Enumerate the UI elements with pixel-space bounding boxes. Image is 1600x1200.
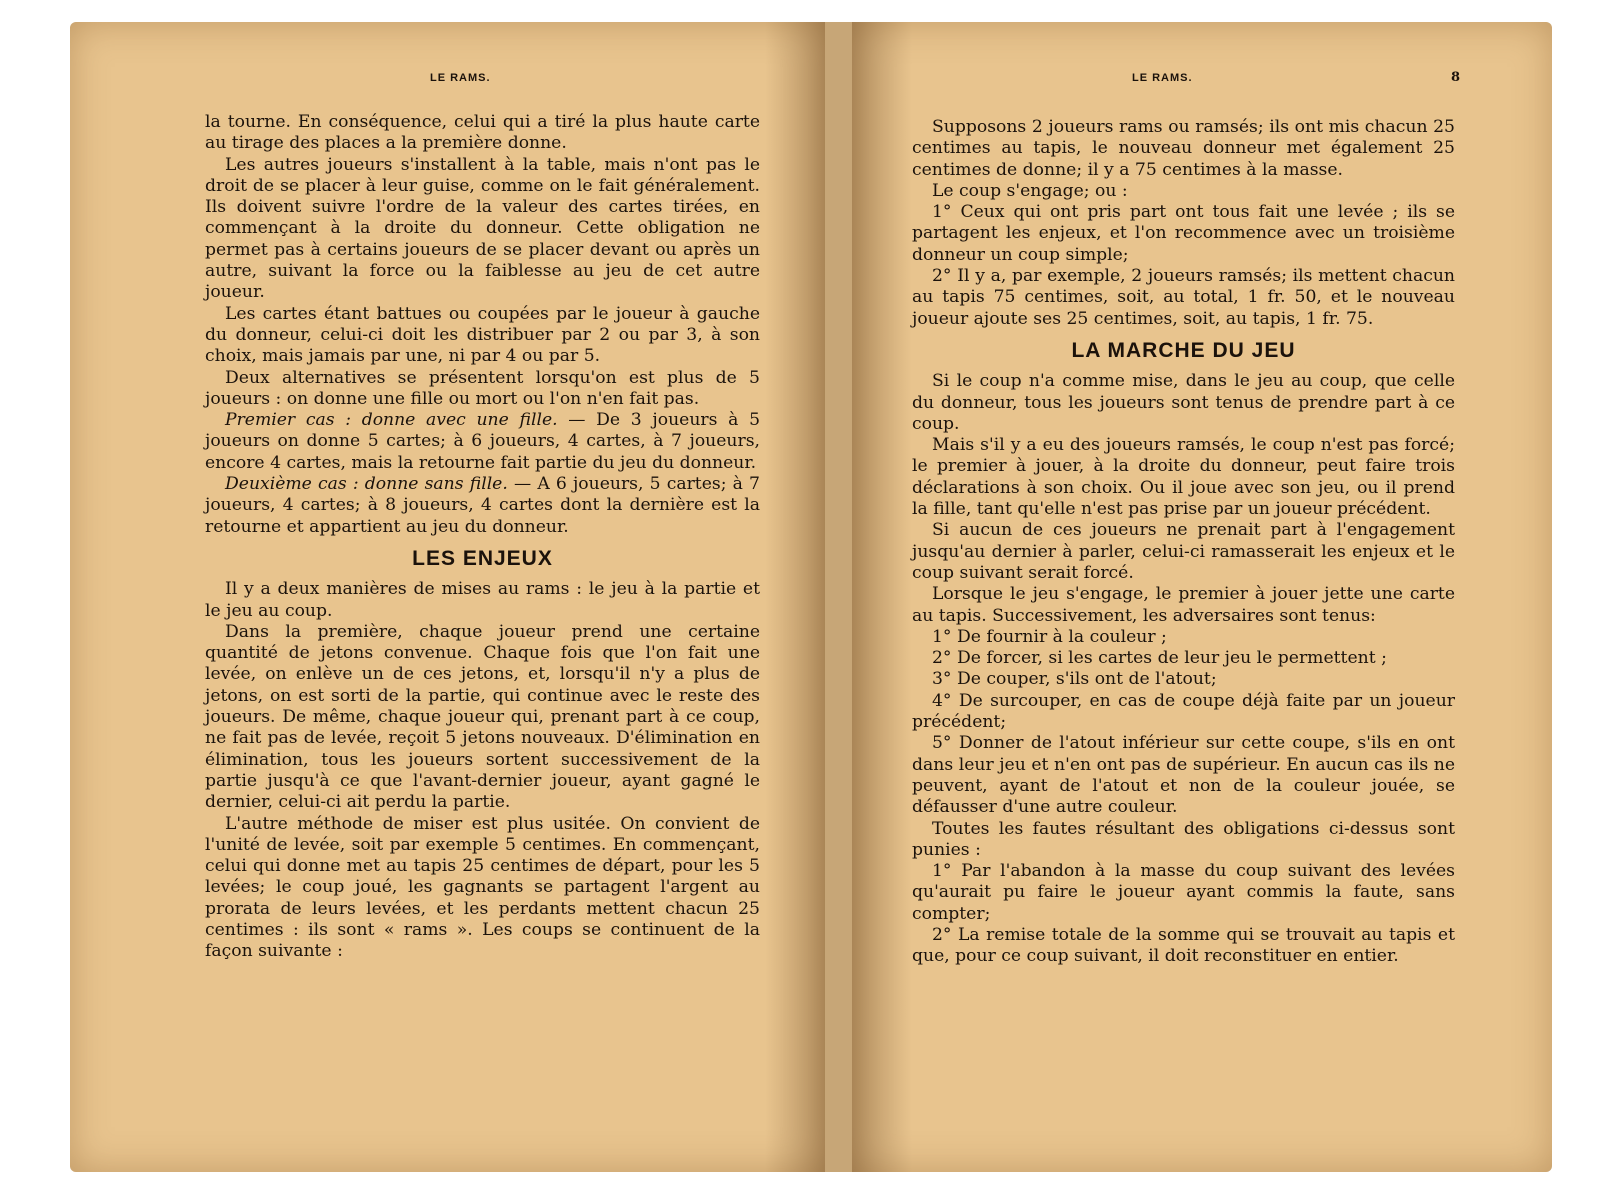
left-page-text [205, 112, 760, 963]
paragraph: Les autres joueurs s'installent à la table, mais n'ont pas le droit de se placer à leur guise, comme on le fait généralement. Ils doivent suivre l'ordre de la valeur des cartes tirées, en commençant à la droite du donneur. Cette obligation ne permet pas à certains joueurs de se placer devant ou après un autre, suivant la force ou la faiblesse au jeu de cet autre joueur. [205, 154, 760, 303]
paragraph: 2° De forcer, si les cartes de leur jeu le permettent ; [932, 648, 1387, 669]
paragraph: 4° De surcouper, en cas de coupe déjà faite par un joueur précédent; [912, 690, 1455, 733]
running-head: LE RAMS. [430, 72, 491, 84]
section-heading: LA MARCHE DU JEU [1071, 338, 1296, 362]
paragraph-group [912, 117, 1455, 330]
case-text: — De 3 joueurs à 5 joueurs on donne 5 cartes; à 6 joueurs, 4 cartes, à 7 joueurs, encore 4 cartes, mais la retourne fait partie du jeu du donneur. [205, 410, 760, 473]
left-page [70, 22, 825, 1172]
paragraph: Mais s'il y a eu des joueurs ramsés, le coup n'est pas forcé; le premier à jouer, à la droite du donneur, peut faire trois déclarations à son choix. Ou il joue avec son jeu, ou il prend la fille, tant qu'elle n'est pas prise par un joueur précédent. [912, 435, 1455, 520]
paragraph: Lorsque le jeu s'engage, le premier à jouer jette une carte au tapis. Successivement, les adversaires sont tenus: [912, 584, 1455, 626]
paragraph: L'autre méthode de miser est plus usitée. On convient de l'unité de levée, soit par exemple 5 centimes. En commençant, celui qui donne met au tapis 25 centimes de départ, pour les 5 levées; le coup joué, les gagnants se partagent l'argent au prorata de leurs levées, et les perdants mettent chacun 25 centimes : ils sont « rams ». Les coups se continuent de la façon suivante : [205, 813, 760, 962]
paragraph: Les cartes étant battues ou coupées par le joueur à gauche du donneur, celui-ci doit les distribuer par 2 ou par 3, à son choix, mais jamais par une, ni par 4 ou par 5. [205, 303, 760, 367]
paragraph: 1° De fournir à la couleur ; [932, 626, 1167, 647]
right-page-text [912, 117, 1455, 968]
paragraph: Toutes les fautes résultant des obligations ci-dessus sont punies : [912, 818, 1455, 860]
page-number: 8 [1450, 70, 1460, 85]
running-head: LE RAMS. [1132, 72, 1193, 84]
paragraph: 5° Donner de l'atout inférieur sur cette coupe, s'ils en ont dans leur jeu et n'en ont pas de supérieur. En aucun cas ils ne peuvent, ayant de l'atout et non de la couleur jouée, se défausser d'une autre couleur. [912, 733, 1455, 818]
case-text: — A 6 joueurs, 5 cartes; à 7 joueurs, 4 cartes; à 8 joueurs, 4 cartes dont la dernière est la retourne et appartient au jeu du donneur. [205, 474, 760, 537]
paragraph: Si aucun de ces joueurs ne prenait part à l'engagement jusqu'au dernier à parler, celui-ci ramasserait les enjeux et le coup suivant serait forcé. [912, 520, 1455, 583]
paragraph: 2° Il y a, par exemple, 2 joueurs ramsés; ils mettent chacun au tapis 75 centimes, soit, au total, 1 fr. 50, et le nouveau joueur ajoute ses 25 centimes, soit, au tapis, 1 fr. 75. [912, 266, 1455, 329]
paragraph: Dans la première, chaque joueur prend une certaine quantité de jetons convenue. Chaque fois que l'on fait une levée, on enlève un de ces jetons, et, lorsqu'il n'y a plus de jetons, on est sorti de la partie, qui continue avec le reste des joueurs. De même, chaque joueur qui, prenant part à ce coup, ne fait pas de levée, reçoit 5 jetons nouveaux. D'élimination en élimination, tous les joueurs sortent successivement de la partie jusqu'à ce que l'avant-dernier joueur, ayant gagné le dernier, celui-ci ait perdu la partie. [205, 621, 760, 813]
paragraph: 1° Ceux qui ont pris part ont tous fait une levée ; ils se partagent les enjeux, et l'on recommence avec un troisième donneur un coup simple; [912, 202, 1455, 265]
paragraph: 1° Par l'abandon à la masse du coup suivant des levées qu'aurait pu faire le joueur ayant commis la faute, sans compter; [912, 861, 1455, 924]
paragraph: la tourne. En conséquence, celui qui a tiré la plus haute carte au tirage des places a la première donne. [205, 112, 760, 154]
paragraph: Si le coup n'a comme mise, dans le jeu au coup, que celle du donneur, tous les joueurs sont tenus de prendre part à ce coup. [912, 371, 1455, 434]
paragraph: Deux alternatives se présentent lorsqu'on est plus de 5 joueurs : on donne une fille ou mort ou l'on n'en fait pas. [205, 367, 760, 409]
case-label: Premier cas : donne avec une fille. [225, 410, 558, 431]
right-page [852, 22, 1552, 1172]
paragraph: Le coup s'engage; ou : [932, 180, 1128, 201]
book-gutter [825, 22, 852, 1172]
case-label: Deuxième cas : donne sans fille. [225, 474, 508, 495]
paragraph-group [205, 579, 760, 962]
paragraph: Supposons 2 joueurs rams ou ramsés; ils ont mis chacun 25 centimes au tapis, le nouveau donneur met également 25 centimes de donne; il y a 75 centimes à la masse. [912, 117, 1455, 180]
paragraph-group [205, 112, 760, 410]
paragraph: 2° La remise totale de la somme qui se trouvait au tapis et que, pour ce coup suivant, il doit reconstituer en entier. [912, 924, 1455, 967]
book-spread [42, 12, 1556, 1188]
paragraph: Il y a deux manières de mises au rams : le jeu à la partie et le jeu au coup. [205, 579, 760, 621]
paragraph [205, 410, 760, 474]
paragraph-group [912, 371, 1455, 967]
section-heading: LES ENJEUX [412, 546, 553, 570]
paragraph [205, 474, 760, 538]
paragraph: 3° De couper, s'ils ont de l'atout; [932, 669, 1217, 690]
